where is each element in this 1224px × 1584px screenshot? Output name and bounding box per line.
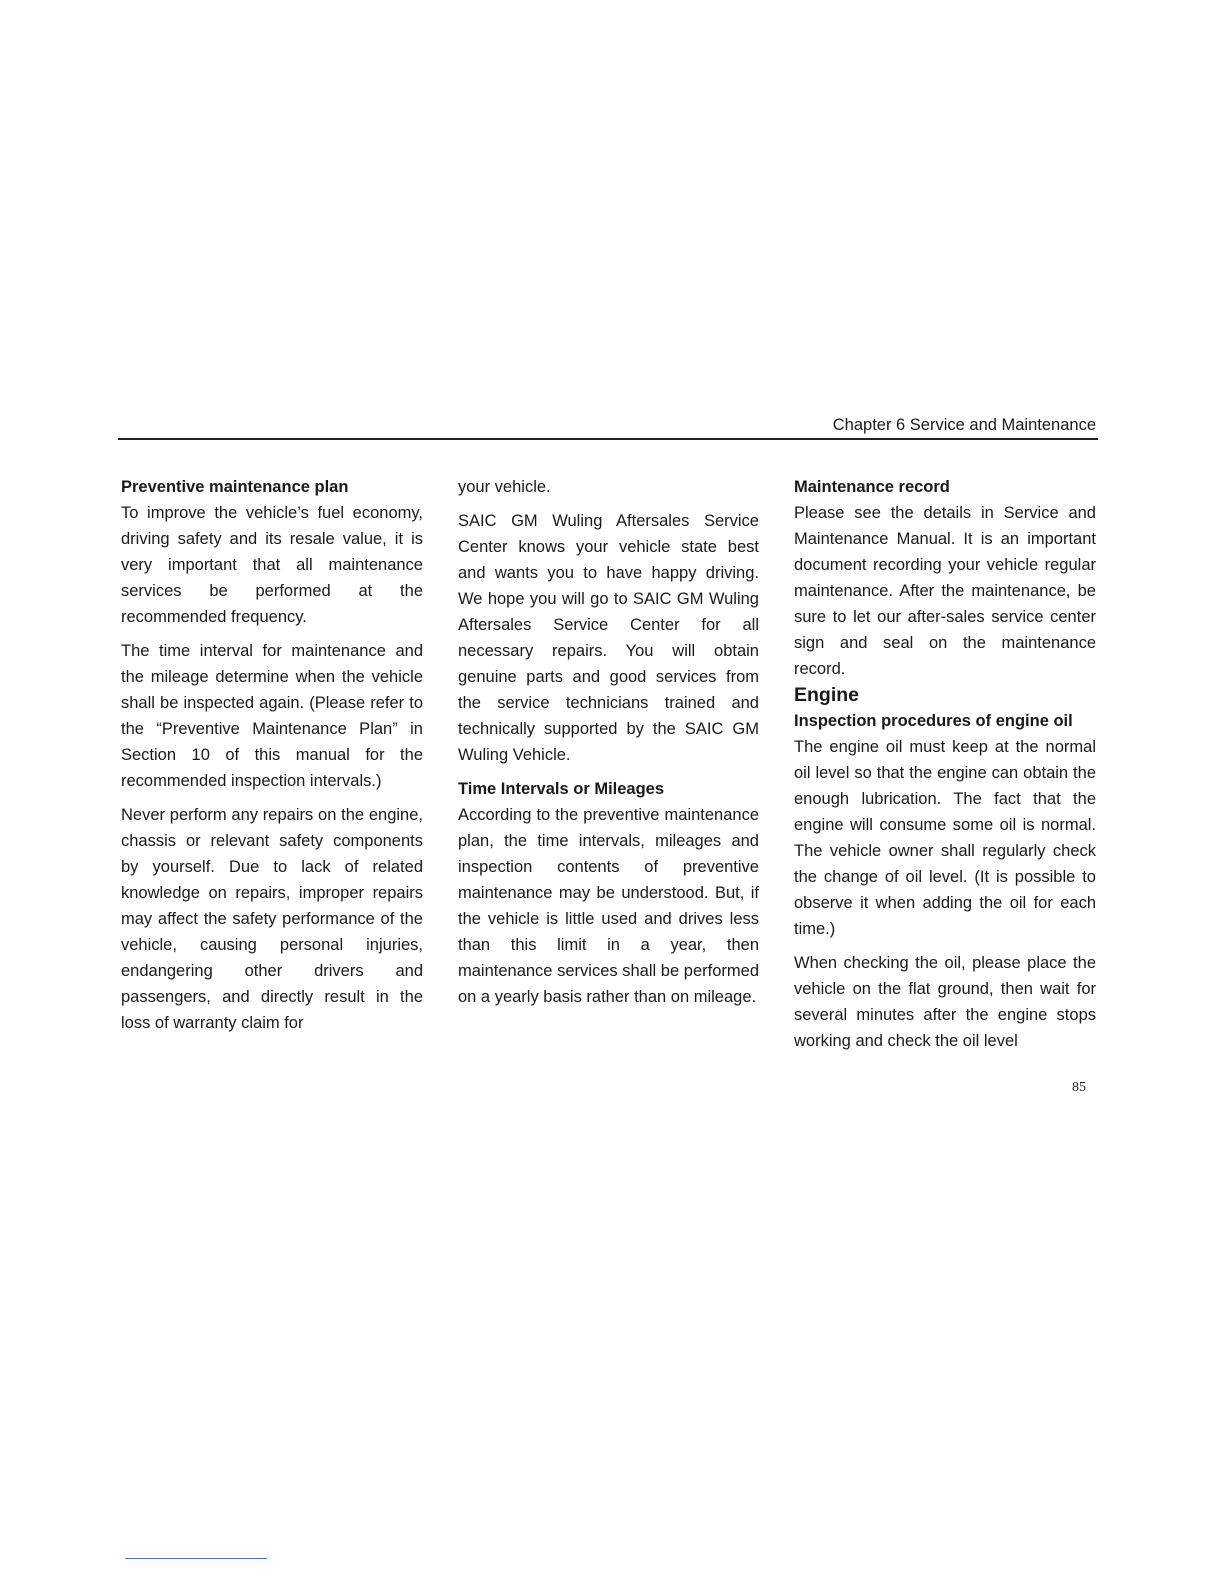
paragraph: SAIC GM Wuling Aftersales Service Center knows your vehicle state best and wants you to have happy driving. We hope you will go to SAIC GM Wuling Aftersales Service Center for all necessary repairs. You will obtain genuine parts and good services from the service technicians trained and technically supported by the SAIC GM Wuling Vehicle. bbox=[458, 512, 759, 764]
paragraph: Please see the details in Service and Maintenance Manual. It is an important document recording your vehicle regular maintenance. After the maintenance, be sure to let our after-sales service center sign and seal on the maintenance record. bbox=[794, 504, 1096, 678]
paragraph: Never perform any repairs on the engine, chassis or relevant safety components by yourself. Due to lack of related knowledge on repairs, improper repairs may affect the safety performance of the vehicle, causing personal injuries, endangering other drivers and passengers, and directly result in the loss of warranty claim for bbox=[121, 806, 423, 1032]
paragraph: When checking the oil, please place the vehicle on the flat ground, then wait for several minutes after the engine stops working and check the oil level bbox=[794, 954, 1096, 1050]
maintenance-record-heading: Maintenance record bbox=[794, 478, 950, 496]
column-middle bbox=[458, 474, 759, 1018]
paragraph: To improve the vehicle’s fuel economy, driving safety and its resale value, it is very important that all maintenance services be performed at the recommended frequency. bbox=[121, 504, 423, 626]
engine-oil-inspection-heading: Inspection procedures of engine oil bbox=[794, 712, 1073, 730]
page-number: 85 bbox=[1072, 1080, 1086, 1095]
footnote-divider bbox=[125, 1558, 267, 1559]
paragraph: According to the preventive maintenance plan, the time intervals, mileages and inspection contents of preventive maintenance may be understood. But, if the vehicle is little used and drives less than this limit in a year, then maintenance services shall be performed on a yearly basis rather than on mileage. bbox=[458, 806, 759, 1006]
paragraph: your vehicle. bbox=[458, 478, 551, 496]
engine-section-title: Engine bbox=[794, 684, 860, 706]
column-right bbox=[794, 474, 1096, 1062]
time-intervals-heading: Time Intervals or Mileages bbox=[458, 780, 665, 798]
paragraph: The engine oil must keep at the normal oil level so that the engine can obtain the enough lubrication. The fact that the engine will consume some oil is normal. The vehicle owner shall regularly check the change of oil level. (It is possible to observe it when adding the oil for each time.) bbox=[794, 738, 1096, 938]
column-left bbox=[121, 474, 423, 1044]
paragraph: The time interval for maintenance and the mileage determine when the vehicle shall be inspected again. (Please refer to the “Preventive Maintenance Plan” in Section 10 of this manual for the recommended inspection intervals.) bbox=[121, 642, 423, 790]
page-header bbox=[118, 414, 1098, 440]
preventive-maintenance-heading: Preventive maintenance plan bbox=[121, 478, 349, 496]
chapter-title: Chapter 6 Service and Maintenance bbox=[832, 416, 1096, 434]
